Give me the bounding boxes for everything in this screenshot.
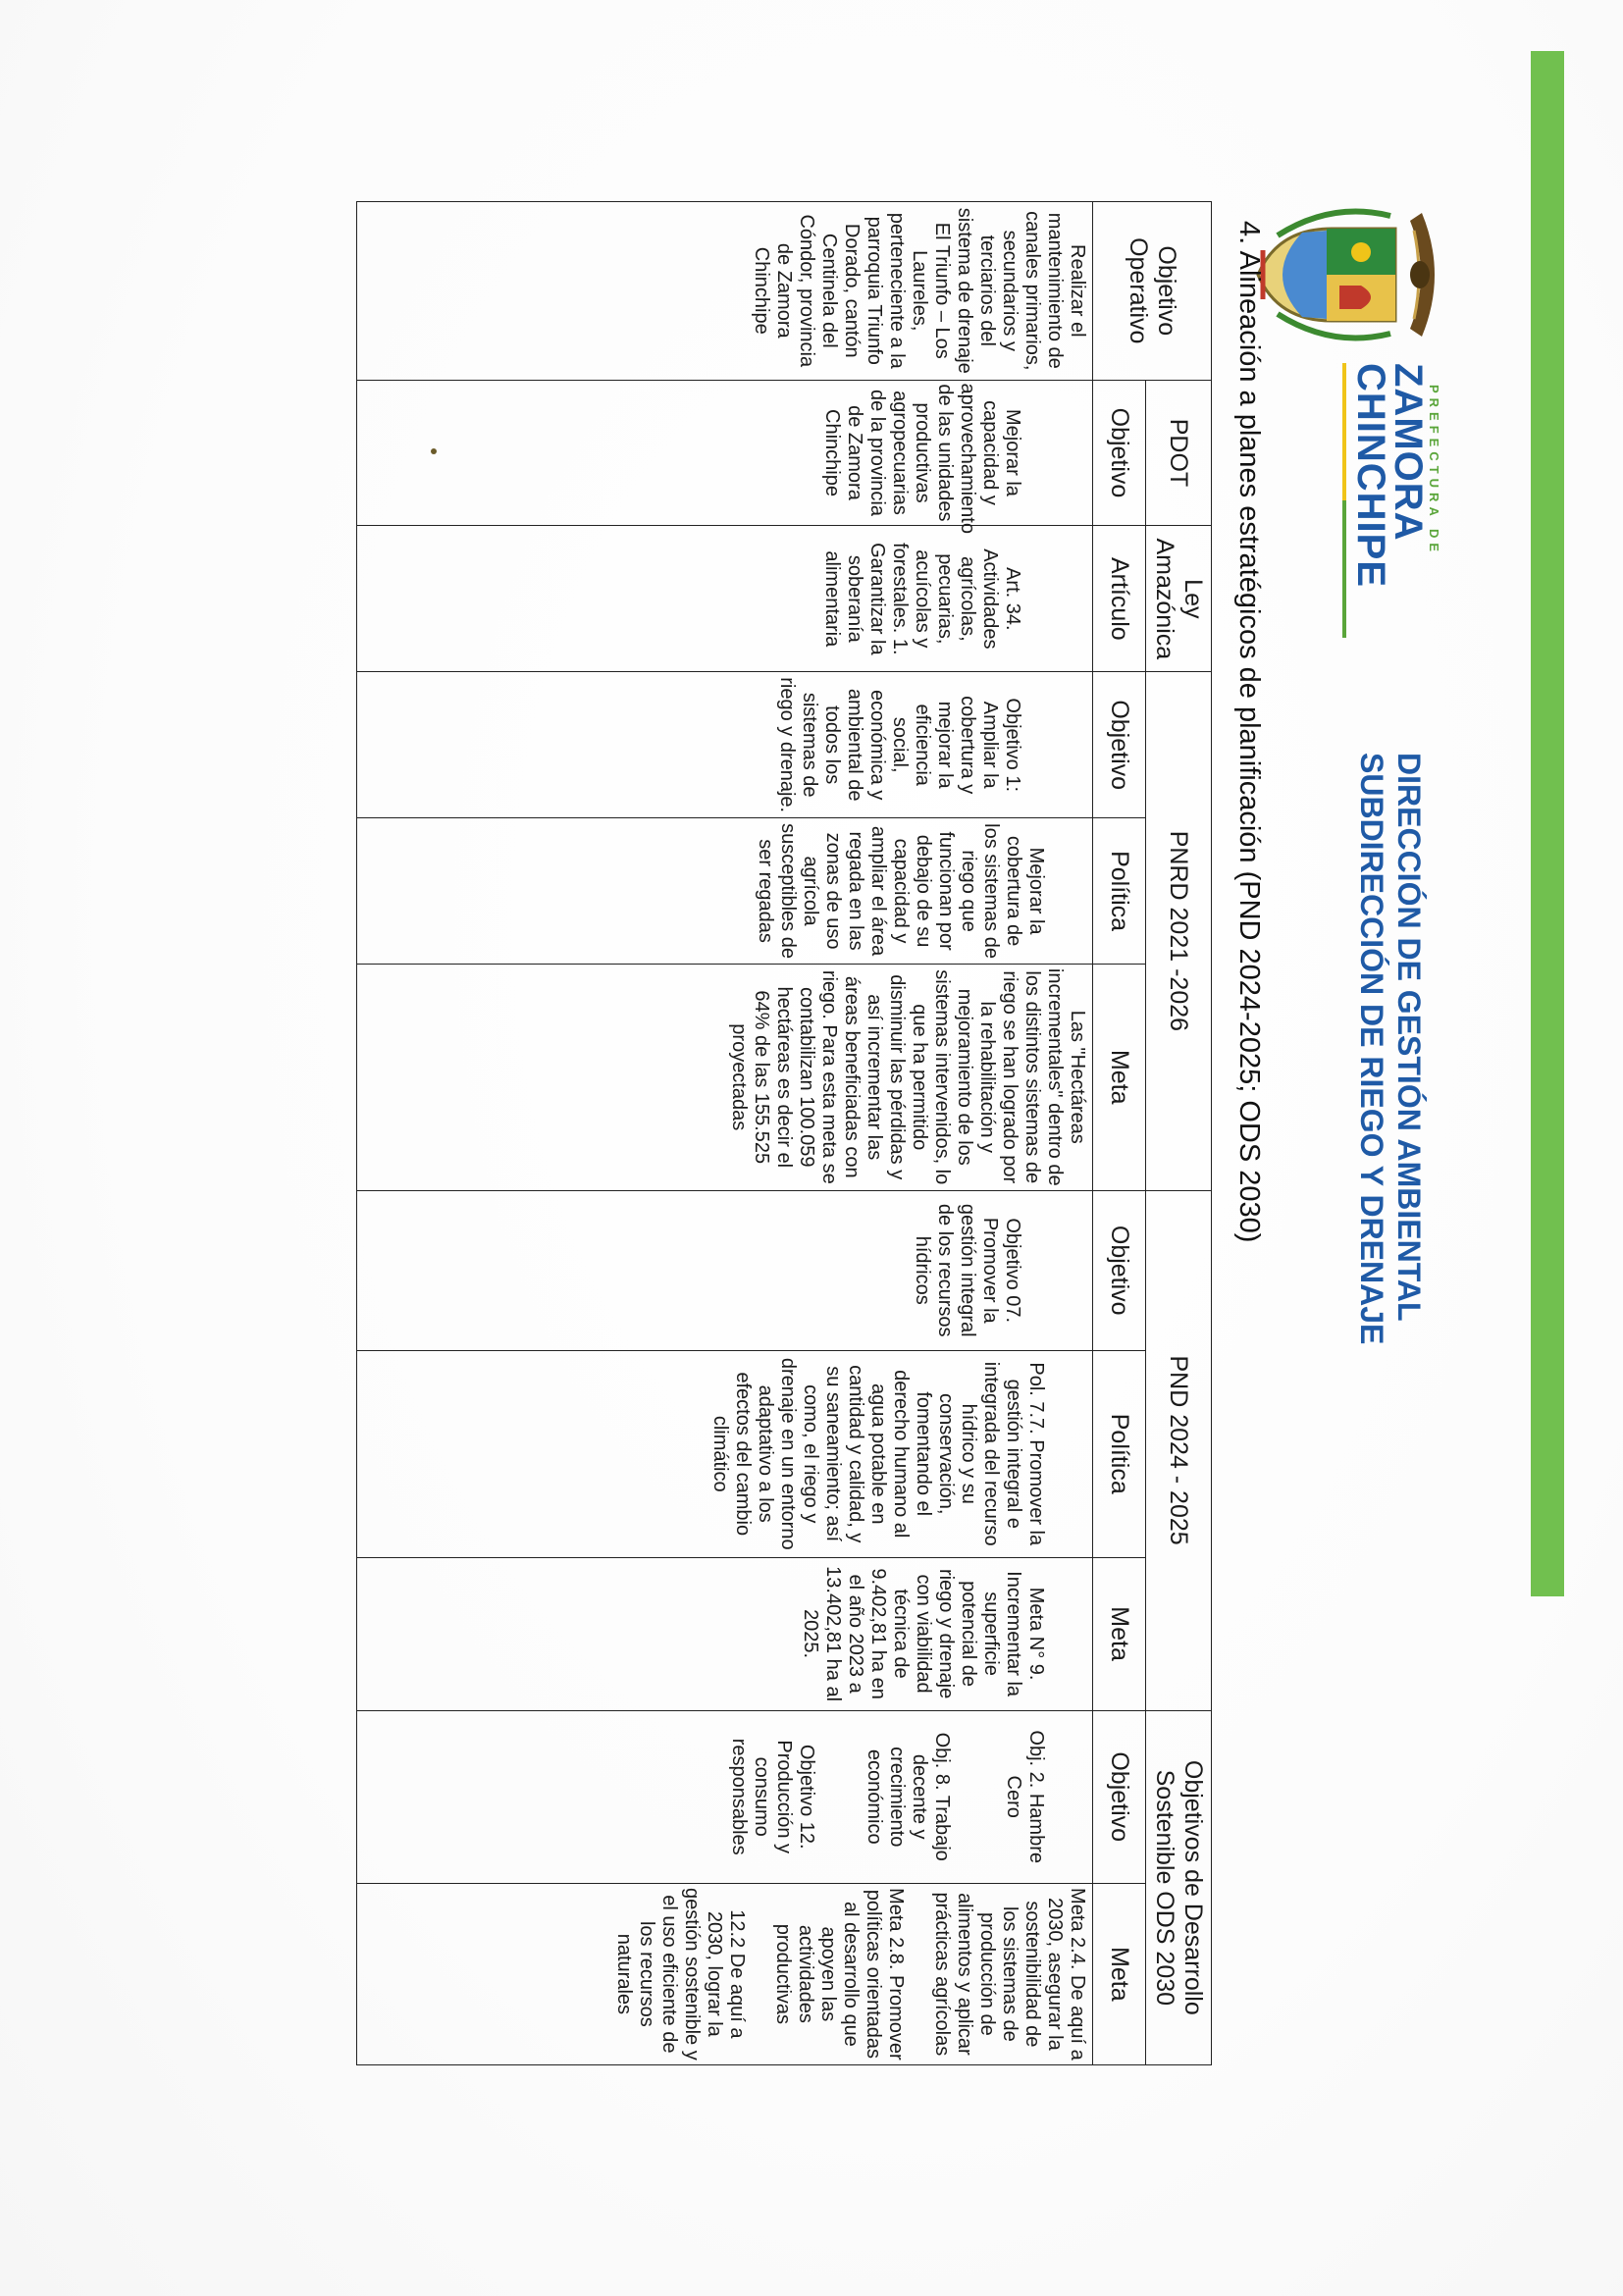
subheader-pnrd-politica: Política <box>1093 818 1146 965</box>
green-margin-bar <box>1531 51 1564 1596</box>
header-row-sub <box>1093 202 1146 2065</box>
cell-pnrd-politica: Mejorar la cobertura de los sistemas de riego que funcionan por debajo de su capacidad y ampliar el área regada en las zonas de uso agrícola susceptibles de ser regadas <box>357 818 1093 965</box>
department-heading <box>1353 753 1428 1577</box>
cell-pnd-meta: Meta N° 9. Incrementar la superficie potencial de riego y drenaje con viabilidad técnica de 9.402,81 ha en el año 2023 a 13.402,81 ha al 2025. <box>357 1557 1093 1710</box>
alignment-table <box>356 201 1212 2065</box>
header-ods: Objetivos de Desarrollo Sostenible ODS 2030 <box>1146 1710 1212 2064</box>
coat-of-arms-icon <box>1248 191 1449 358</box>
cell-ods-objetivo <box>357 1710 1093 1883</box>
brand-block <box>1342 363 1441 657</box>
header-pnrd: PNRD 2021 -2026 <box>1146 672 1212 1190</box>
cell-pnrd-objetivo: Objetivo 1: Ampliar la cobertura y mejorar la eficiencia social, económica y ambiental de todos los sistemas de riego y drenaje. <box>357 672 1093 818</box>
ods-meta-2: Meta 2.8. Promover políticas orientadas al desarrollo que apoyen las actividades productivas <box>772 1888 907 2061</box>
subheader-pnrd-objetivo: Objetivo <box>1093 672 1146 818</box>
subheader-pnd-objetivo: Objetivo <box>1093 1190 1146 1350</box>
ods-meta-3: 12.2 De aquí a 2030, lograr la gestión sostenible y el uso eficiente de los recursos naturales <box>613 1888 748 2061</box>
brand-prefix: PREFECTURA DE <box>1427 385 1441 557</box>
subheader-pnd-politica: Política <box>1093 1350 1146 1557</box>
cell-ley-articulo: Art. 34. Actividades agrícolas, pecuarias, acuícolas y forestales. 1. Garantizar la soberanía alimentaria <box>357 526 1093 672</box>
ods-objetivo-3: Objetivo 12. Producción y consumo responsables <box>728 1738 817 1855</box>
header-objetivo-operativo: Objetivo Operativo <box>1093 202 1212 381</box>
header-pnd: PND 2024 - 2025 <box>1146 1190 1212 1710</box>
department-line2: SUBDIRECCIÓN DE RIEGO Y DRENAJE <box>1354 753 1389 1345</box>
cell-objetivo-operativo: Realizar el mantenimiento de canales primarios, secundarios y terciarios del sistema de drenaje El Triunfo – Los Laureles, perteneciente a la parroquia Triunfo Dorado, cantón Centinela del Cóndor, provincia de Zamora Chinchipe <box>357 202 1093 381</box>
ods-objetivo-1: Obj. 2. Hambre Cero <box>1003 1730 1047 1863</box>
subheader-pnd-meta: Meta <box>1093 1557 1146 1710</box>
subheader-ley-articulo: Artículo <box>1093 526 1146 672</box>
cell-pnrd-meta: Las "Hectáreas incrementales" dentro de los distintos sistemas de riego se han logrado por la rehabilitación y mejoramiento de los sistemas intervenidos, lo que ha permitido disminuir las pérdidas y así incrementar las áreas beneficiadas con riego. Para esta meta se contabilizan 100.059 hectáreas es decir el 64% de las 155.525 proyectadas <box>357 964 1093 1190</box>
header-pdot: PDOT <box>1146 380 1212 526</box>
ods-objetivo-2: Obj. 8. Trabajo decente y crecimiento económico <box>864 1732 953 1861</box>
section-title: 4. Alineación a planes estratégicos de planificación (PND 2024-2025; ODS 2030) <box>1233 221 1265 1243</box>
cell-pnd-politica: Pol. 7.7. Promover la gestión integral e integrada del recurso hídrico y su conservación, fomentando el derecho humano al agua potable en cantidad y calidad, y su saneamiento; así como, el riego y drenaje en un entorno adaptativo a los efectos del cambio climático <box>357 1350 1093 1557</box>
subheader-pnrd-meta: Meta <box>1093 964 1146 1190</box>
header-row-groups <box>1146 202 1212 2065</box>
subheader-pdot-objetivo: Objetivo <box>1093 380 1146 526</box>
ink-mark <box>431 448 437 454</box>
subheader-ods-objetivo: Objetivo <box>1093 1710 1146 1883</box>
cell-ods-meta <box>357 1883 1093 2064</box>
brand-underline <box>1342 363 1346 638</box>
cell-pnd-objetivo: Objetivo 07. Promover la gestión integral de los recursos hídricos <box>357 1190 1093 1350</box>
brand-name-line2: CHINCHIPE <box>1349 363 1392 589</box>
header-ley-amazonica: Ley Amazónica <box>1146 526 1212 672</box>
subheader-ods-meta: Meta <box>1093 1883 1146 2064</box>
department-line1: DIRECCIÓN DE GESTIÓN AMBIENTAL <box>1391 753 1427 1322</box>
brand-name-line1: ZAMORA <box>1387 363 1430 542</box>
ods-meta-1: Meta 2.4. De aquí a 2030, asegurar la sostenibilidad de los sistemas de producción de alimentos y aplicar prácticas agrícolas <box>931 1888 1088 2061</box>
cell-pdot-objetivo: Mejorar la capacidad y aprovechamiento de las unidades productivas agropecuarias de la provincia de Zamora Chinchipe <box>357 380 1093 526</box>
table-row <box>357 202 1093 2065</box>
rotated-page <box>321 191 1449 2095</box>
